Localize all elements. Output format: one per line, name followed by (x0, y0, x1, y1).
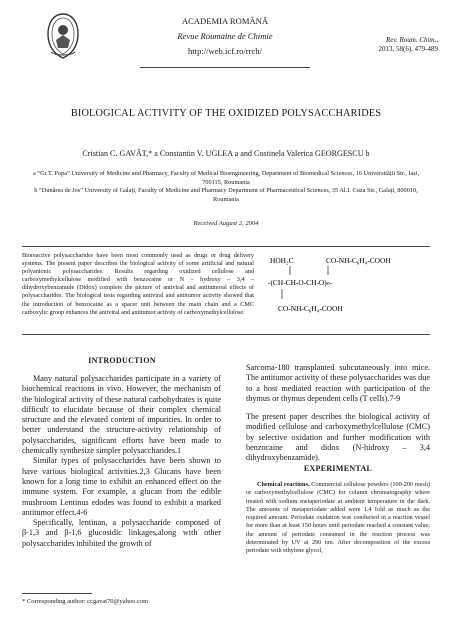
journal-name: Revue Roumaine de Chimie (177, 31, 273, 41)
experimental-section (246, 481, 430, 556)
affiliations (30, 170, 422, 204)
academy-seal-logo (42, 12, 84, 60)
introduction-left-column (22, 374, 221, 549)
journal-url[interactable]: http://web.icf.ro/rrch/ (188, 46, 262, 56)
journal-header (140, 14, 310, 59)
header-divider (140, 67, 310, 68)
abstract: Bioreactive polysaccharides have been most commonly used as drugs or drug delivery systems. The present paper describes the biological activity of some artificial and natural polyanionic polysaccharides. Results regarding oxidized cellulose and carboxymethylcellulose modified with benzocaine or N – hydroxy – 3,4 – dihydroxybenzamide (Didox) complete the picture of antiviral and antitumoral effects of polysaccharides. The biological tests regarding antiviral and antitumor activity showed that the introduction of benzocaine as a spacer unit between the main chain and a CMC carboxylic group enhances the antiviral and antitumor activity of carboxymethylcellulose. (22, 252, 254, 316)
intro-paragraph-3-continued: Sarcoma-180 transplanted subcutaneously into mice. The antitumor activity of these polysaccharides was due to a host mediated reaction with participation of the thymus or thymus dependent cells (T cells).7-9 (246, 363, 430, 403)
experimental-paragraph (246, 481, 430, 556)
intro-paragraph-1: Many natural polysaccharides participate in a variety of biochemical reactions in vivo. However, the mechanism of the biological activity of these natural carbohydrates is quite difficult to elucidate because of their complex chemical structure and the elevated content of impurities. In order to better understand the structure-activity relationship of polysaccharides, significant efforts have been made to chemically synthesize simpler polysaccharides.1 (22, 374, 221, 456)
affiliation-a: a “Gr.T. Popa” University of Medicine and Pharmacy, Faculty of Medical Bioengineering, Department of Biomedical Sciences, 16 Universității Str., Iași, 700115, Roumania (32, 170, 420, 186)
abstract-bottom-rule (22, 334, 430, 335)
intro-paragraph-4: The present paper describes the biological activity of modified cellulose and carboxymethylcellulose (CMC) by selective oxidation and further modification with benzocaine and didox (N-hidroxy – 3,4 dihydroxybenzamide). (246, 412, 430, 462)
experimental-heading: EXPERIMENTAL (303, 464, 373, 473)
citation-journal: Rev. Roum. Chim., (386, 36, 438, 44)
introduction-right-column (246, 355, 430, 471)
formula-top-substituent: CO-NH-C₆H₄-COOH (326, 256, 391, 265)
corresponding-author-footnote: * Corresponding author: ccgavat70@yahoo.com (22, 598, 149, 605)
citation-ref: 2013, 58(6), 479-489 (378, 45, 438, 53)
chemical-structure-formula (268, 253, 433, 333)
formula-chain: -(CH-CH-O-CH-O)ₙ- (268, 278, 333, 287)
affiliation-b: b “Dunărea de Jos” University of Galați, Faculty of Medicine and Pharmacy Department of Pharmaceutical Sciences, 35 Al.I. Cuza Str., Galați, 800010, Roumania (34, 187, 418, 203)
formula-hoh2c: HOH₂C (270, 256, 294, 265)
author-list: Cristian C. GAVĂT,* a Constantin V. UGLEA a and Costinela Valerica GEORGESCU b (82, 149, 370, 158)
footnote-rule (22, 593, 92, 594)
experimental-run-in-heading: Chemical reactions. (257, 481, 310, 488)
introduction-heading: INTRODUCTION (88, 356, 156, 365)
formula-bottom-substituent: CO-NH-C₆H₄-COOH (278, 304, 343, 313)
intro-paragraph-3: Specifically, lentinan, a polysaccharide composed of β-1,3 and β-1,6 glucosidic linkages,along with other polysaccharides inhibited the growth of (22, 518, 221, 548)
intro-paragraph-2: Similar types of polysaccharides have been shown to have various biological activities.2,3 Glucans have been known for a long time to exhibit an enhanced effect on the immune system. For example, a glucan from the edible mushroom Lentinus edodes was found to exhibit a marked antitumor effect.4-6 (22, 456, 221, 517)
abstract-top-rule (22, 246, 430, 247)
paper-title: BIOLOGICAL ACTIVITY OF THE OXIDIZED POLYSACCHARIDES (70, 108, 382, 119)
received-date: Received August 2, 2004 (193, 220, 259, 227)
academy-name: ACADEMIA ROMÂNĂ (181, 16, 269, 26)
citation (340, 36, 438, 54)
experimental-text: Commercial cellulose powders (100-200 mesh) or carboxymethylcellulose (CMC) for column chromatography where treated with sodium metaperiodate at ambient temperature in the dark. The amounts of metaperiodate added were 1.4 fold as much as the required amount. Periodate oxidation was conducted in a reaction vessel for more than at least 150 hours until periodate reached a constant value; the amount of periodate consumed in the reaction process was determinated by UV at 290 nm. After decomposition of the excess periodate with ethylene glycol, (246, 481, 430, 555)
